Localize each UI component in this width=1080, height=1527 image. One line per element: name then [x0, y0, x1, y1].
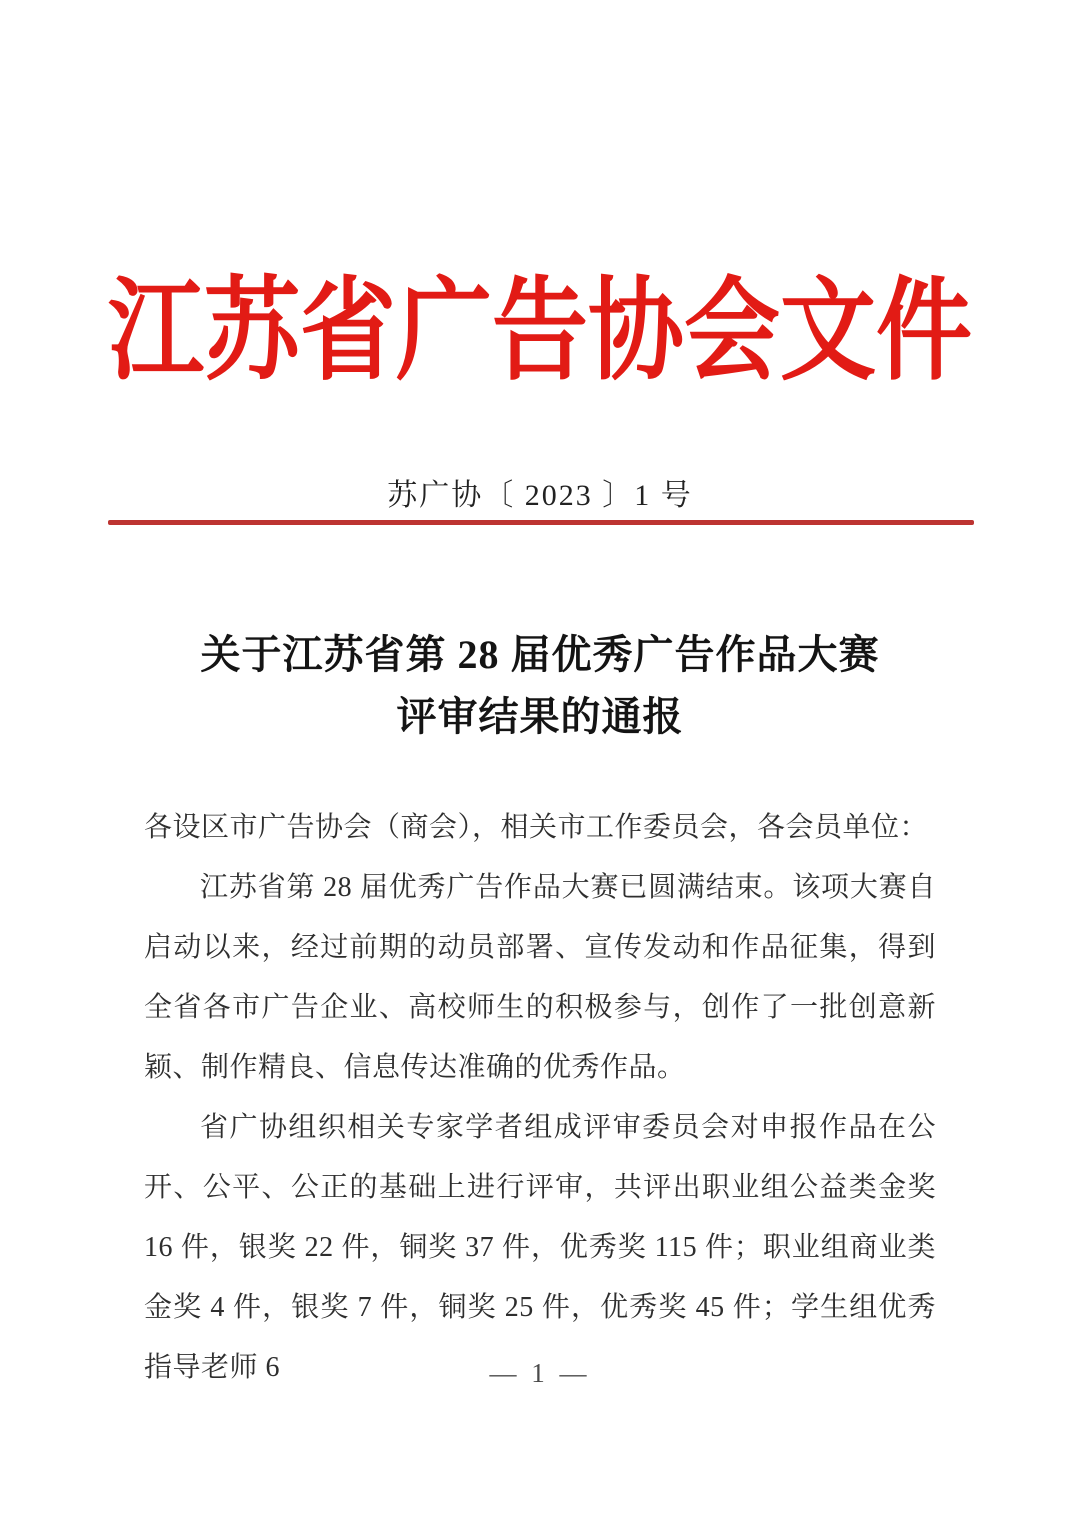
- document-body: [144, 798, 936, 1398]
- notice-title-line1: 关于江苏省第 28 届优秀广告作品大赛: [200, 632, 880, 677]
- salutation: 各设区市广告协会（商会），相关市工作委员会，各会员单位：: [144, 812, 929, 843]
- notice-title: [0, 624, 1080, 748]
- notice-title-line2: 评审结果的通报: [396, 694, 684, 739]
- red-divider-line: [108, 520, 974, 525]
- letterhead-title: 江苏省广告协会文件: [108, 269, 972, 394]
- body-paragraph-2: 省广协组织相关专家学者组成评审委员会对申报作品在公开、公平、公正的基础上进行评审，共评出职业组公益类金奖 16 件，银奖 22 件，铜奖 37 件，优秀奖 115 件；职业组商业类金奖 4 件，银奖 7 件，铜奖 25 件，优秀奖 45 件；学生组优秀指导老师 6: [144, 1112, 936, 1383]
- document-number: 苏广协〔 2023 〕1 号: [387, 479, 693, 512]
- page-number: — 1 —: [489, 1358, 591, 1388]
- body-paragraph-1: 江苏省第 28 届优秀广告作品大赛已圆满结束。该项大赛自启动以来，经过前期的动员部署、宣传发动和作品征集，得到全省各市广告企业、高校师生的积极参与，创作了一批创意新颖、制作精良、信息传达准确的优秀作品。: [144, 872, 936, 1083]
